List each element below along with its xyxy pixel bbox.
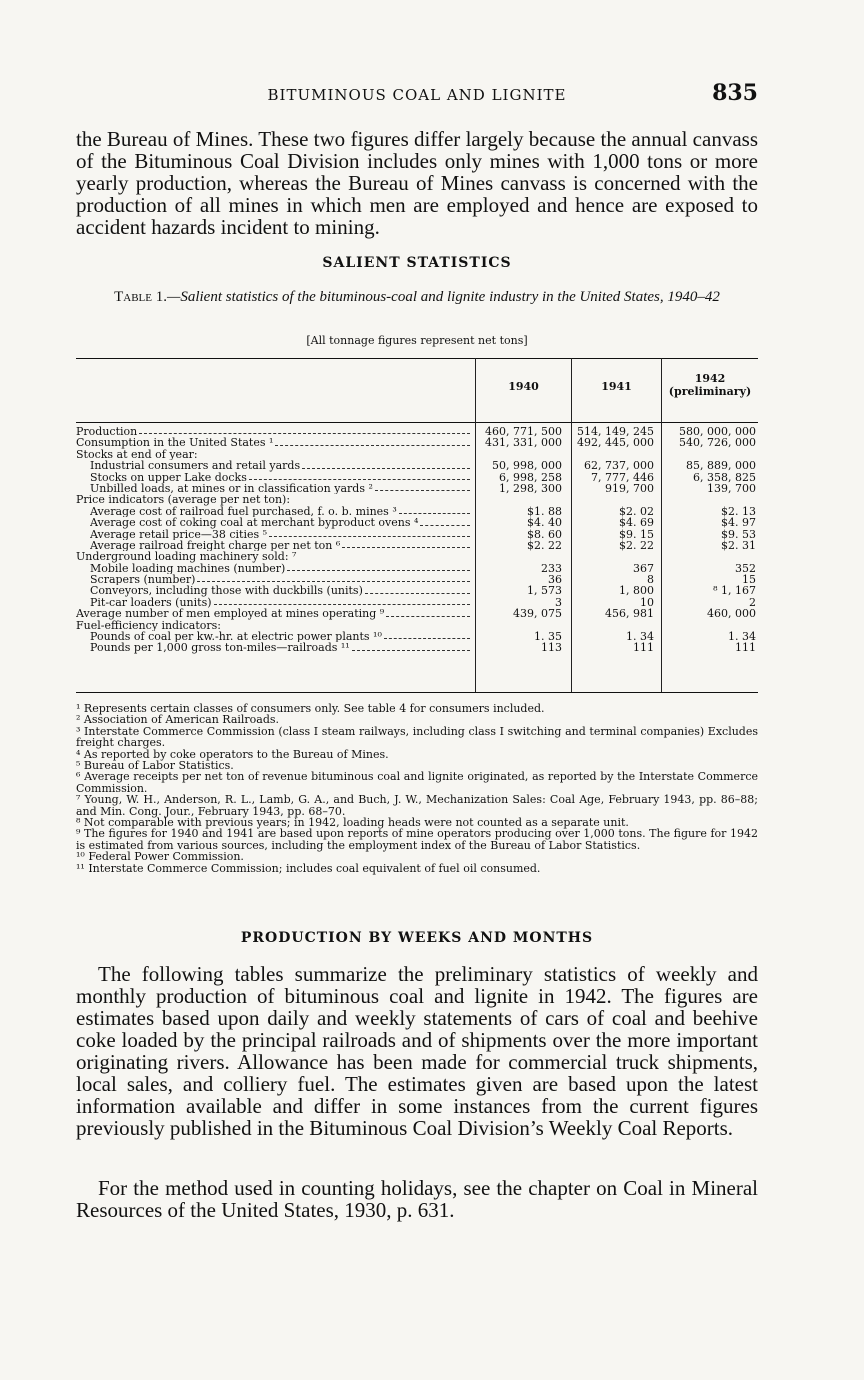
leader-dots bbox=[197, 574, 470, 582]
table-row bbox=[76, 551, 758, 562]
row-label bbox=[90, 563, 472, 574]
row-label-text: Production bbox=[76, 426, 138, 438]
table-row bbox=[76, 506, 758, 517]
table-row bbox=[76, 540, 758, 551]
cell-1942: 15 bbox=[742, 573, 756, 587]
row-label bbox=[76, 608, 472, 619]
cell-1942: 85, 889, 000 bbox=[686, 459, 756, 473]
cell-1940: 431, 331, 000 bbox=[485, 436, 562, 450]
cell-1941: 492, 445, 000 bbox=[577, 436, 654, 450]
cell-1941: 7, 777, 446 bbox=[591, 470, 654, 484]
cell-1940: 439, 075 bbox=[513, 607, 562, 621]
table-row bbox=[76, 483, 758, 494]
leader-dots bbox=[375, 483, 470, 491]
cell-1942: $9. 53 bbox=[721, 527, 756, 541]
cell-1940: 1, 573 bbox=[527, 584, 562, 598]
table-row bbox=[76, 460, 758, 471]
row-label-text: Average retail price—38 cities ⁵ bbox=[90, 528, 268, 540]
table-body bbox=[76, 426, 758, 654]
footnote: ⁹ The figures for 1940 and 1941 are based upon reports of mine operators producing over 1,000 tons. The figure for 1942 is estimated from various sources, including the employment index of the Bureau of Labor Statistics. bbox=[76, 827, 758, 852]
footnote: ³ Interstate Commerce Commission (class I steam railways, including class I switching and terminal companies) Excludes freight charges. bbox=[76, 724, 758, 750]
leader-dots bbox=[384, 631, 470, 639]
cell-1940: 113 bbox=[541, 641, 562, 655]
cell-1940: 1, 298, 300 bbox=[499, 481, 562, 495]
cell-1941: 10 bbox=[640, 595, 654, 609]
cell-1942: 111 bbox=[735, 641, 756, 655]
row-label-text: Average number of men employed at mines operating ⁹ bbox=[76, 608, 385, 620]
row-label-text: Pit-car loaders (units) bbox=[90, 596, 212, 609]
footnote: ⁵ Bureau of Labor Statistics. bbox=[76, 759, 234, 773]
table-row bbox=[76, 585, 758, 596]
row-label bbox=[76, 494, 472, 505]
leader-dots bbox=[420, 517, 470, 525]
row-label bbox=[90, 642, 472, 653]
table-row bbox=[76, 563, 758, 574]
leader-dots bbox=[287, 563, 470, 571]
table-footnotes bbox=[76, 703, 758, 874]
row-label-text: Consumption in the United States ¹ bbox=[76, 437, 274, 449]
row-label bbox=[90, 483, 472, 494]
row-label bbox=[90, 529, 472, 540]
cell-1942: 139, 700 bbox=[707, 481, 756, 495]
cell-1942: $2. 31 bbox=[721, 538, 756, 552]
footnote: ² Association of American Railroads. bbox=[76, 713, 280, 727]
row-label-text: Industrial consumers and retail yards bbox=[90, 460, 301, 472]
footnote: ¹¹ Interstate Commerce Commission; includes coal equivalent of fuel oil consumed. bbox=[76, 861, 541, 875]
cell-1940: 36 bbox=[548, 573, 562, 587]
holidays-paragraph bbox=[76, 1177, 758, 1221]
table-row bbox=[76, 529, 758, 540]
cell-1942: 2 bbox=[749, 595, 756, 609]
salient-statistics-table bbox=[76, 358, 758, 694]
cell-1942: ⁸ 1, 167 bbox=[713, 584, 756, 598]
table-row bbox=[76, 494, 758, 505]
table-bottom-rule bbox=[76, 692, 758, 693]
cell-1941: 111 bbox=[633, 641, 654, 655]
row-label-text: Stocks at end of year: bbox=[76, 448, 198, 461]
table-header-rule bbox=[76, 422, 758, 423]
footnote: ⁴ As reported by coke operators to the Bureau of Mines. bbox=[76, 747, 389, 761]
row-label-text: Pounds of coal per kw.-hr. at electric power plants ¹⁰ bbox=[90, 631, 382, 643]
table-row bbox=[76, 608, 758, 619]
footnote: ⁷ Young, W. H., Anderson, R. L., Lamb, G. A., and Buch, J. W., Mechanization Sales: Coal Age, February 1943, pp. 86–88; and Min. Cong. Jour., February 1943, pp. 68–70. bbox=[76, 793, 758, 818]
row-label bbox=[76, 551, 472, 562]
table-caption-text: —Salient statistics of the bituminous-coal and lignite industry in the United States, 1940–42 bbox=[167, 289, 720, 305]
cell-1941: 1, 800 bbox=[619, 584, 654, 598]
cell-1941: 514, 149, 245 bbox=[577, 425, 654, 438]
cell-1940: 6, 998, 258 bbox=[499, 470, 562, 484]
row-label-text: Stocks on upper Lake docks bbox=[90, 471, 247, 483]
row-label bbox=[76, 449, 472, 460]
row-label bbox=[90, 631, 472, 642]
row-label-text: Price indicators (average per net ton): bbox=[76, 494, 291, 506]
row-label-text: Mobile loading machines (number) bbox=[90, 562, 286, 575]
table-subcaption: [All tonnage figures represent net tons] bbox=[306, 334, 528, 347]
row-label-text: Conveyors, including those with duckbills (units) bbox=[90, 585, 363, 597]
column-header-1940: 1940 bbox=[508, 380, 539, 393]
intro-paragraph-text: the Bureau of Mines. These two figures differ largely because the annual canvass of the Bituminous Coal Division includes only mines with 1,000 tons or more yearly production, whereas the Bureau of Mines canvass is concerned with the production of all mines in which men are employed and hence are exposed to accident hazards incident to mining. bbox=[76, 127, 758, 239]
cell-1940: 233 bbox=[541, 561, 562, 575]
row-label bbox=[90, 517, 472, 528]
cell-1941: 367 bbox=[633, 561, 654, 575]
column-header-1942-year: 1942 bbox=[694, 372, 726, 385]
leader-dots bbox=[352, 642, 470, 650]
leader-dots bbox=[269, 529, 470, 537]
row-label-text: Scrapers (number) bbox=[90, 574, 196, 586]
cell-1942: 352 bbox=[735, 561, 756, 575]
production-paragraph-text: The following tables summarize the preliminary statistics of weekly and monthly production of bituminous coal and lignite in 1942. The figures are estimates based upon daily and weekly statements of cars of coal and beehive coke loaded by the principal railroads and of shipments over the more important originating rivers. Allowance has been made for commercial truck shipments, local sales, and colliery fuel. The estimates given are based upon the latest information available and differ in some instances from the current figures previously published in the Bituminous Coal Division’s Weekly Coal Reports. bbox=[76, 962, 758, 1140]
table-row bbox=[76, 437, 758, 448]
cell-1942: $2. 13 bbox=[721, 504, 756, 518]
column-header-1942-note: (preliminary) bbox=[668, 385, 752, 398]
running-title: BITUMINOUS COAL AND LIGNITE bbox=[267, 86, 567, 104]
leader-dots bbox=[302, 460, 470, 468]
cell-1942: 540, 726, 000 bbox=[679, 436, 756, 450]
table-row bbox=[76, 620, 758, 631]
cell-1942: 1. 34 bbox=[728, 630, 756, 644]
row-label-text: Fuel-efficiency indicators: bbox=[76, 619, 221, 632]
row-label-text: Underground loading machinery sold: ⁷ bbox=[76, 551, 297, 563]
table-row bbox=[76, 574, 758, 585]
production-paragraph bbox=[76, 963, 758, 1139]
leader-dots bbox=[249, 472, 470, 480]
cell-1942: 460, 000 bbox=[707, 607, 756, 621]
row-label-text: Unbilled loads, at mines or in classification yards ² bbox=[90, 482, 373, 495]
cell-1940: $2. 22 bbox=[527, 538, 562, 552]
cell-1941: $2. 22 bbox=[619, 538, 654, 552]
table-row bbox=[76, 426, 758, 437]
row-label-text: Average cost of coking coal at merchant byproduct ovens ⁴ bbox=[90, 517, 419, 529]
cell-1940: 3 bbox=[555, 595, 562, 609]
running-head bbox=[76, 80, 758, 110]
row-label-text: Average cost of railroad fuel purchased, f. o. b. mines ³ bbox=[90, 505, 397, 518]
cell-1941: 456, 981 bbox=[605, 607, 654, 621]
cell-1940: $1. 88 bbox=[527, 504, 562, 518]
table-row bbox=[76, 631, 758, 642]
row-label-text: Average railroad freight charge per net ton ⁶ bbox=[90, 539, 341, 552]
row-label bbox=[76, 437, 472, 448]
row-label bbox=[76, 426, 472, 437]
column-header-1941: 1941 bbox=[601, 380, 632, 393]
leader-dots bbox=[139, 426, 470, 434]
table-top-rule bbox=[76, 358, 758, 359]
footnote: ¹⁰ Federal Power Commission. bbox=[76, 850, 244, 864]
intro-paragraph bbox=[76, 128, 758, 238]
row-label bbox=[90, 597, 472, 608]
table-row bbox=[76, 597, 758, 608]
row-label bbox=[76, 620, 472, 631]
cell-1941: 919, 700 bbox=[605, 481, 654, 495]
row-label bbox=[90, 472, 472, 483]
table-row bbox=[76, 472, 758, 483]
row-label bbox=[90, 506, 472, 517]
footnote: ¹ Represents certain classes of consumers only. See table 4 for consumers included. bbox=[76, 702, 545, 715]
table-caption-lead: Table 1. bbox=[114, 289, 167, 305]
leader-dots bbox=[386, 608, 470, 616]
cell-1941: 62, 737, 000 bbox=[584, 459, 654, 473]
cell-1940: $4. 40 bbox=[527, 516, 562, 530]
holidays-paragraph-text: For the method used in counting holidays, see the chapter on Coal in Mineral Resources of the United States, 1930, p. 631. bbox=[76, 1176, 758, 1222]
table-caption bbox=[76, 289, 758, 305]
cell-1941: 1. 34 bbox=[626, 630, 654, 644]
footnote: ⁸ Not comparable with previous years; in 1942, loading heads were not counted as a separate unit. bbox=[76, 816, 629, 830]
cell-1941: $4. 69 bbox=[619, 516, 654, 530]
page-number: 835 bbox=[712, 80, 758, 106]
table-row bbox=[76, 449, 758, 460]
row-label bbox=[90, 540, 472, 551]
leader-dots bbox=[214, 597, 470, 605]
section-heading-salient-statistics: SALIENT STATISTICS bbox=[322, 255, 512, 271]
cell-1941: $2. 02 bbox=[619, 504, 654, 518]
section-heading-production-by-weeks-and-months: PRODUCTION BY WEEKS AND MONTHS bbox=[240, 930, 594, 946]
row-label bbox=[90, 574, 472, 585]
cell-1940: $8. 60 bbox=[527, 527, 562, 541]
leader-dots bbox=[342, 540, 470, 548]
cell-1941: 8 bbox=[647, 573, 654, 587]
leader-dots bbox=[365, 585, 470, 593]
cell-1942: 580, 000, 000 bbox=[679, 425, 756, 438]
row-label-text: Pounds per 1,000 gross ton-miles—railroads ¹¹ bbox=[90, 642, 350, 654]
leader-dots bbox=[399, 506, 470, 514]
cell-1940: 1. 35 bbox=[534, 630, 562, 644]
row-label bbox=[90, 585, 472, 596]
column-header-1942 bbox=[662, 372, 758, 398]
cell-1942: $4. 97 bbox=[721, 516, 756, 530]
table-row bbox=[76, 517, 758, 528]
cell-1942: 6, 358, 825 bbox=[693, 470, 756, 484]
row-label bbox=[90, 460, 472, 471]
table-row bbox=[76, 642, 758, 653]
footnote: ⁶ Average receipts per net ton of revenue bituminous coal and lignite originated, as reported by the Interstate Commerce Commission. bbox=[76, 770, 758, 795]
leader-dots bbox=[275, 437, 470, 445]
cell-1941: $9. 15 bbox=[619, 527, 654, 541]
cell-1940: 50, 998, 000 bbox=[492, 459, 562, 473]
cell-1940: 460, 771, 500 bbox=[485, 425, 562, 438]
